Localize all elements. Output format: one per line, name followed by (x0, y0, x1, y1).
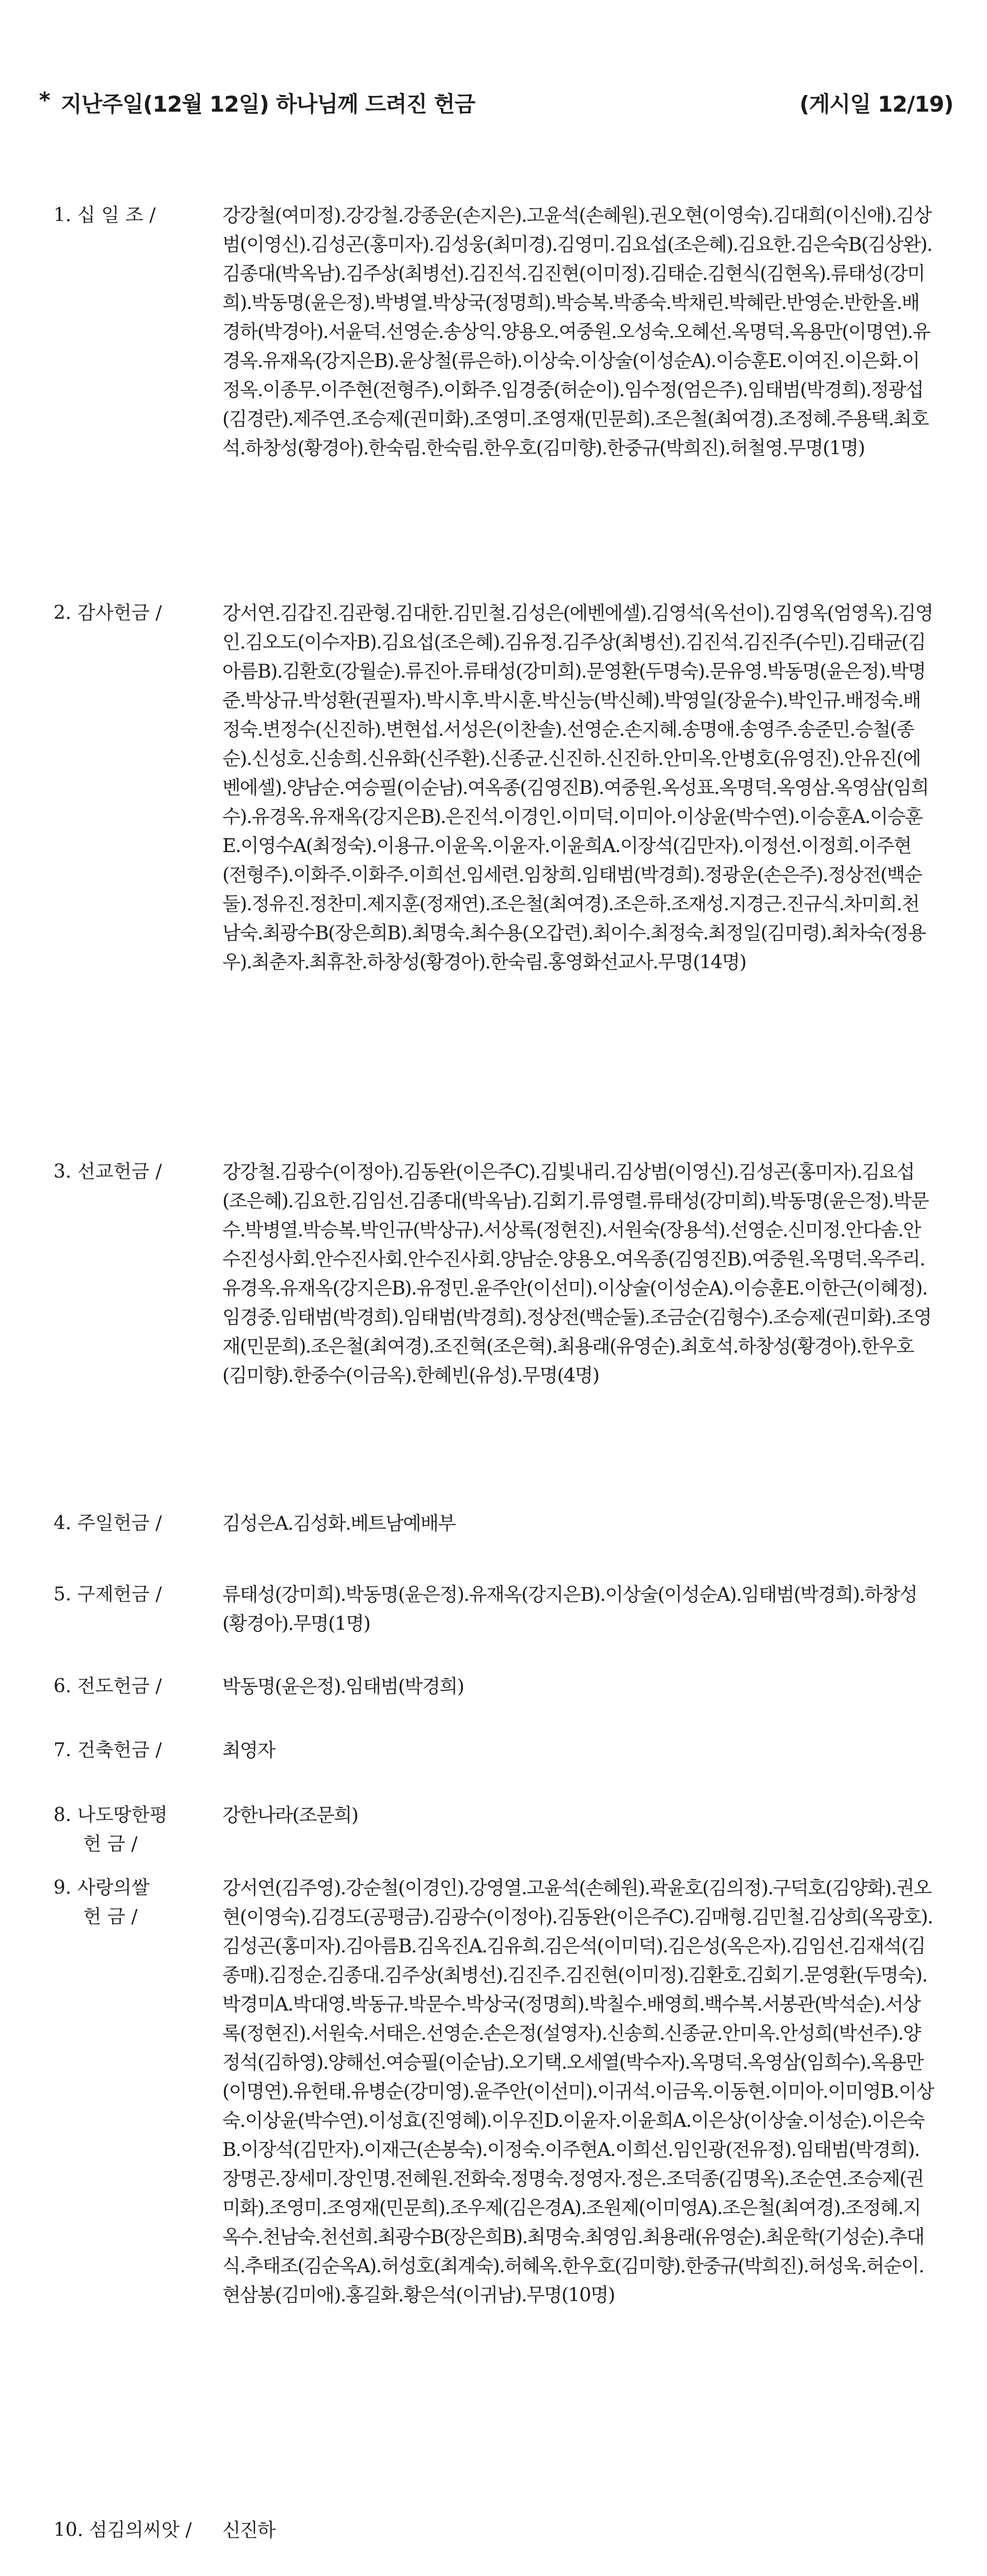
entry-label: 2. 감사헌금 / (54, 602, 162, 624)
offering-header (39, 87, 964, 124)
entry-label: 6. 전도헌금 / (54, 1676, 162, 1697)
entry-donor-list: 강서연.김갑진.김관형.김대한.김민철.김성은(에벤에셀).김영석(옥선이).김영옥(엄영옥).김영인.김오도(이수자B).김요섭(조은혜).김유정.김주상(최병선).김진석.김진주(수민).김태균(김아름B).김환호(강월순).류진아.류태성(강미희).문영환(두명숙).문유영.박동명(윤은정).박명준.박상규.박성환(권필자).박시후.박시훈.박신능(박신혜).박영일(장윤수).박인규.배정숙.배정숙.변정수(신진하).변현섭.서성은(이찬솔).선영순.손지혜.송명애.송영주.송준민.승철(종순).신성호.신송희.신유화(신주환).신종균.신진하.신진하.안미옥.안병호(유영진).안유진(에벤에셀).양남순.여승필(이순남).여옥종(김영진B).여중원.옥성표.옥명덕.옥영삼.옥영삼(임희수).유경옥.유재옥(강지은B).은진석.이경인.이미덕.이미아.이상윤(박수연).이승훈A.이승훈E.이영수A(최정숙).이용규.이윤옥.이윤자.이윤희A.이장석(김만자).이정선.이정희.이주현(전형주).이화주.이화주.이희선.임세련.임창희.임태범(박경희).정광운(손은주).정상전(백순둘).정유진.정찬미.제지훈(정재연).조은철(최여경).조은하.조재성.지경근.진규식.차미희.천남숙.최광수B(장은희B).최명숙.최수용(오갑련).최이수.최정숙.최정일(김미령).최차숙(정용우).최춘자.최휴찬.하창성(황경아).한숙림.홍영화선교사.무명(14명) (222, 602, 933, 973)
entry-donor-list: 최영자 (222, 1739, 275, 1761)
entry-label: 10. 섬김의씨앗 / (54, 2519, 192, 2541)
bullet-icon: * (39, 87, 50, 113)
posted-date: (게시일 12/19) (799, 91, 953, 117)
entry-label: 8. 나도땅한평 헌 금 / (54, 1804, 168, 1855)
entry-donor-list: 강강철.김광수(이정아).김동완(이은주C).김빛내리.김상범(이영신).김성곤(홍미자).김요섭(조은혜).김요한.김임선.김종대(박옥남).김회기.류영렬.류태성(강미희).박동명(윤은정).박문수.박병열.박승복.박인규(박상규).서상록(정현진).서원숙(장용석).선영순.신미정.안다솜.안수진성사회.안수진사회.안수진사회.양남순.양용오.여옥종(김영진B).여중원.옥명덕.옥주리.유경옥.유재옥(강지은B).유정민.윤주안(이선미).이상술(이성순A).이승훈E.이한근(이혜정).임경중.임태범(박경희).임태범(박경희).정상전(백순둘).조금순(김형수).조승제(권미화).조영재(민문희).조은철(최여경).조진혁(조은혁).최용래(유영순).최호석.하창성(황경아).한우호(김미향).한중수(이금옥).한혜빈(유성).무명(4명) (222, 1161, 931, 1386)
entry-donor-list: 김성은A.김성화.베트남예배부 (222, 1512, 456, 1534)
page-title: 지난주일(12월 12일) 하나님께 드려진 헌금 (61, 91, 475, 117)
entry-donor-list: 박동명(윤은정).임태범(박경희) (222, 1675, 464, 1697)
entry-label: 5. 구제헌금 / (54, 1584, 162, 1605)
entry-label: 7. 건축헌금 / (54, 1739, 162, 1761)
entry-donor-list: 류태성(강미희).박동명(윤은정).유재옥(강지은B).이상술(이성순A).임태범(박경희).하창성(황경아).무명(1명) (222, 1583, 917, 1635)
entry-donor-list: 신진하 (222, 2519, 275, 2541)
entry-donor-list: 강한나라(조문희) (222, 1804, 358, 1826)
entry-donor-list: 강강철(여미정).강강철.강종운(손지은).고윤석(손혜원).권오현(이영숙).김대희(이신애).김상범(이영신).김성곤(홍미자).김성웅(최미경).김영미.김요섭(조은혜).김요한.김은숙B(김상완).김종대(박옥남).김주상(최병선).김진석.김진현(이미정).김태순.김현식(김현옥).류태성(강미희).박동명(윤은정).박병열.박상국(정명희).박승복.박종숙.박채린.박혜란.반영순.반한올.배경하(박경아).서윤덕.선영순.송상익.양용오.여중원.오성숙.오혜선.옥명덕.옥용만(이명연).유경옥.유재옥(강지은B).윤상철(류은하).이상숙.이상술(이성순A).이승훈E.이여진.이은화.이정옥.이종무.이주현(전형주).이화주.임경중(허순이).임수정(엄은주).임태범(박경희).정광섭(김경란).제주연.조승제(권미화).조영미.조영재(민문희).조은철(최여경).조정혜.주용택.최호석.하창성(황경아).한숙림.한숙림.한우호(김미향).한중규(박희진).허철영.무명(1명) (222, 204, 932, 459)
entry-donor-list: 강서연(김주영).강순철(이경인).강영열.고윤석(손혜원).곽윤호(김의정).구덕호(김양화).권오현(이영숙).김경도(공평금).김광수(이정아).김동완(이은주C).김매형.김민철.김상희(옥광호).김성곤(홍미자).김아름B.김옥진A.김유희.김은석(이미덕).김은성(옥은자).김임선.김재석(김종매).김정순.김종대.김주상(최병선).김진주.김진현(이미정).김환호.김회기.문영환(두명숙).박경미A.박대영.박동규.박문수.박상국(정명희).박칠수.배영희.백수복.서봉관(박석순).서상록(정현진).서원숙.서태은.선영순.손은정(설영자).신송희.신종균.안미옥.안성희(박선주).양정석(김하영).양해선.여승필(이순남).오기택.오세열(박수자).옥명덕.옥영삼(임희수).옥용만(이명연).유헌태.유병순(강미영).윤주안(이선미).이귀석.이금옥.이동현.이미아.이미영B.이상숙.이상윤(박수연).이성효(진영혜).이우진D.이윤자.이윤희A.이은상(이상술.이성순).이은숙B.이장석(김만자).이재근(손봉숙).이정숙.이주현A.이희선.임인광(전유정).임태범(박경희).장명곤.장세미.장인명.전혜원.전화숙.정명숙.정영자.정은.조덕종(김명옥).조순연.조승제(권미화).조영미.조영재(민문희).조우제(김은경A).조원제(이미영A).조은철(최여경).조정혜.지옥수.천남숙.천선희.최광수B(장은희B).최명숙.최영임.최용래(유영순).최운학(기성순).추대식.추태조(김순옥A).허성호(최계숙).허혜옥.한우호(김미향).한중규(박희진).허성욱.허순이.현삼봉(김미애).홍길화.황은석(이귀남).무명(10명) (222, 1877, 934, 2306)
entry-label: 4. 주일헌금 / (54, 1513, 162, 1534)
entry-label: 9. 사랑의쌀 헌 금 / (54, 1877, 150, 1927)
entry-label: 1. 십 일 조 / (54, 205, 156, 226)
entry-label: 3. 선교헌금 / (54, 1161, 162, 1182)
